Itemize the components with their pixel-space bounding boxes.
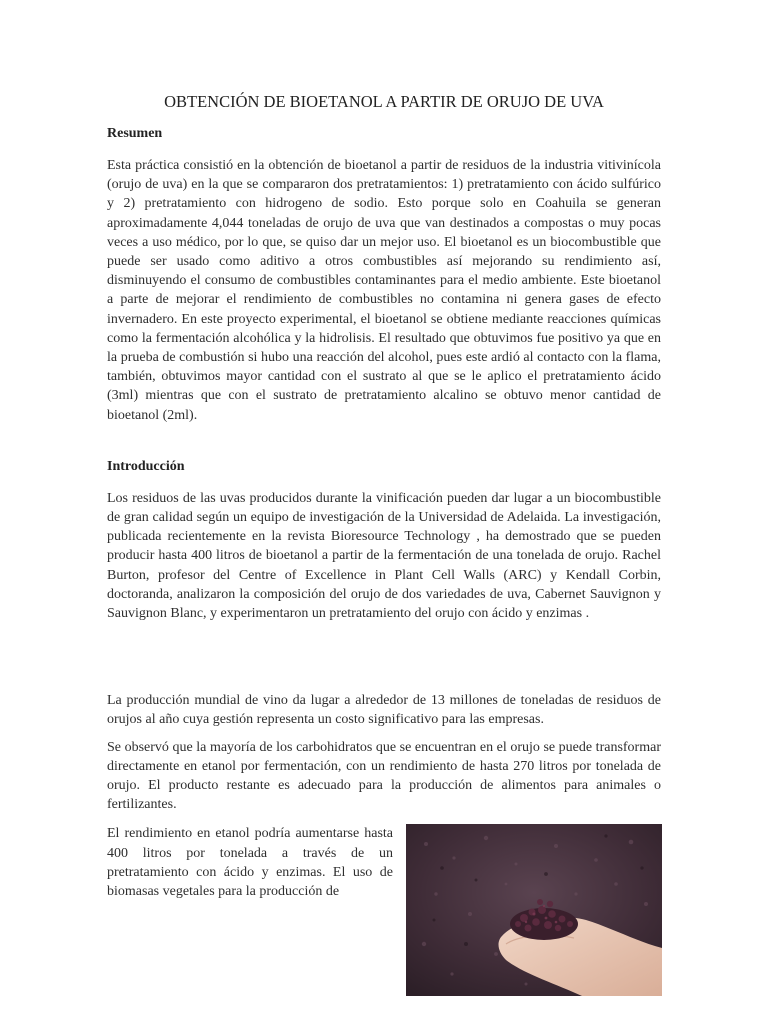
intro-paragraph-2: La producción mundial de vino da lugar a alrededor de 13 millones de toneladas de residuos de orujos al año cuya gestión representa un costo significativo para las empresas. [107, 693, 661, 728]
introduccion-heading: Introducción [107, 458, 185, 474]
grape-pomace-photo [406, 824, 662, 996]
document-page [107, 92, 661, 1004]
resumen-heading: Resumen [107, 126, 163, 141]
resumen-paragraph: Esta práctica consistió en la obtención de bioetanol a partir de residuos de la industria vitivinícola (orujo de uva) en la que se compararon dos pretratamientos: 1) pretratamiento con ácido sulfúrico y 2) pretratamiento con hidrogeno de sodio. Esto porque solo en Coahuila se generan aproximadamente 4,044 toneladas de orujo de uva que van destinados a compostas o muy pocas veces a uso médico, por lo que, se quiso dar un mejor uso. El bioetanol es un biocombustible que puede ser usado como aditivo a otros combustibles así mejorando su rendimiento así, disminuyendo el consumo de combustibles contaminantes para el medio ambiente. Este bioetanol a parte de mejorar el rendimiento de combustibles no contamina ni genera gases de efecto invernadero. En este proyecto experimental, el bioetanol se obtiene mediante reacciones químicas como la fermentación alcohólica y la hidrolisis. El resultado que obtuvimos fue positivo ya que en la prueba de combustión si hubo una reacción del alcohol, pues este ardió al contacto con la flama, también, obtuvimos mayor cantidad con el sustrato al que se le aplico el pretratamiento ácido (3ml) mientras que con el sustrato de pretratamiento alcalino se obtuvo menor cantidad de bioetanol (2ml). [107, 158, 661, 423]
document-title: OBTENCIÓN DE BIOETANOL A PARTIR DE ORUJO DE UVA [164, 92, 604, 111]
intro-paragraph-4: El rendimiento en etanol podría aumentarse hasta 400 litros por tonelada a través de un pretratamiento con ácido y enzimas. El uso de biomasas vegetales para la producción de [107, 826, 393, 900]
intro-paragraph-1: Los residuos de las uvas producidos durante la vinificación pueden dar lugar a un biocombustible de gran calidad según un equipo de investigación de la Universidad de Adelaida. La investigación, publicada recientemente en la revista Bioresource Technology , ha demostrado que se pueden producir hasta 400 litros de bioetanol a partir de la fermentación de una tonelada de orujo. Rachel Burton, profesor del Centre of Excellence in Plant Cell Walls (ARC) y Kendall Corbin, doctoranda, analizaron la composición del orujo de dos variedades de uva, Cabernet Sauvignon y Sauvignon Blanc, y experimentaron un pretratamiento del orujo con ácido y enzimas . [107, 490, 661, 622]
grape-pomace-in-hand-image [406, 824, 662, 996]
intro-paragraph-3: Se observó que la mayoría de los carbohidratos que se encuentran en el orujo se puede transformar directamente en etanol por fermentación, con un rendimiento de hasta 270 litros por tonelada de orujo. El producto restante es adecuado para la producción de alimentos para animales o fertilizantes. [107, 739, 661, 813]
text-with-photo [107, 824, 661, 1004]
